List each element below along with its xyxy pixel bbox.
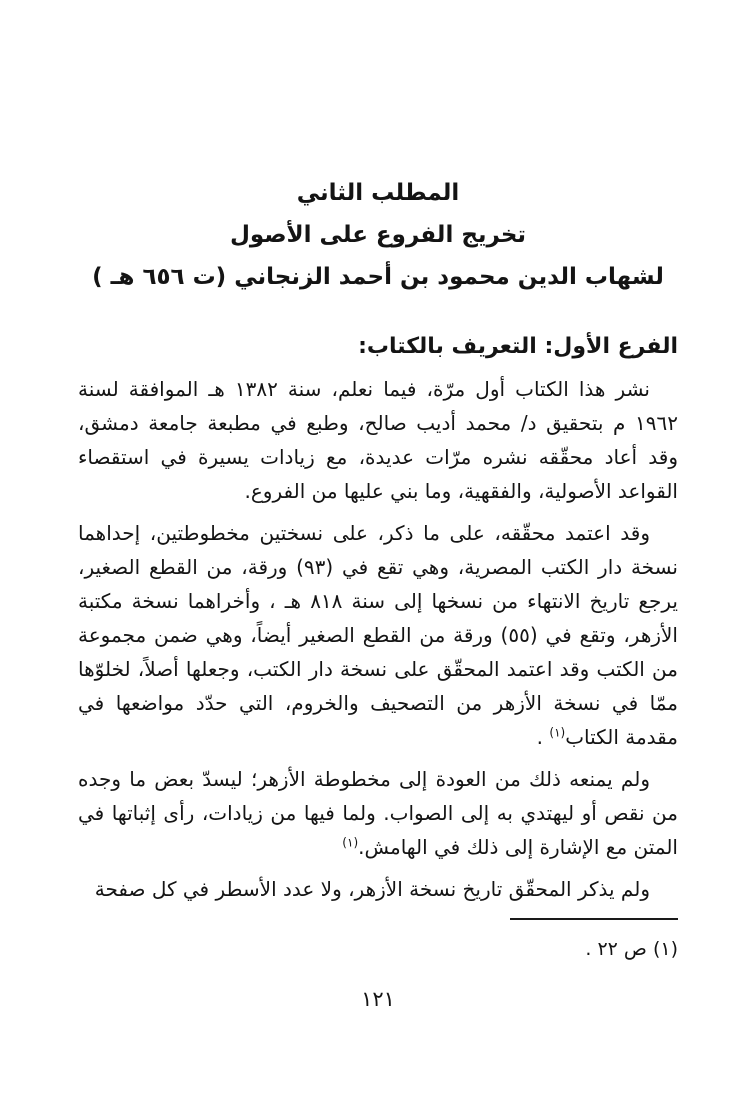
paragraph-text: ولم يمنعه ذلك من العودة إلى مخطوطة الأزهر؛ ليسدّ بعض ما وجده من نقص أو ليهتدي به إلى الصواب. ولما فيها من زيادات، رأى إثباتها في المتن مع الإشارة إلى ذلك في الهامش. <box>78 767 678 859</box>
footnote-marker: (١) <box>342 835 359 850</box>
paragraph <box>78 762 678 864</box>
paragraph-text: . <box>536 725 550 749</box>
chapter-title: المطلب الثاني <box>296 180 460 206</box>
paragraph-text: نشر هذا الكتاب أول مرّة، فيما نعلم، سنة ١٣٨٢ هـ الموافقة لسنة ١٩٦٢ م بتحقيق د/ محمد أديب صالح، وطبع في مطبعة جامعة دمشق، وقد أعاد محقّقه نشره مرّات عديدة، مع زيادات يسيرة في استقصاء القواعد الأصولية، والفقهية، وما بني عليها من الفروع. <box>78 377 678 503</box>
section-heading: الفرع الأول: التعريف بالكتاب: <box>358 334 678 359</box>
body-text <box>78 372 678 906</box>
book-title: تخريج الفروع على الأصول <box>229 222 527 248</box>
footnote-block <box>78 918 678 961</box>
paragraph <box>78 872 678 906</box>
paragraph <box>78 372 678 508</box>
chapter-heading <box>78 0 678 298</box>
paragraph-text: ولم يذكر المحقّق تاريخ نسخة الأزهر، ولا عدد الأسطر في كل صفحة <box>94 877 650 901</box>
paragraph-text: وقد اعتمد محقّقه، على ما ذكر، على نسختين مخطوطتين، إحداهما نسخة دار الكتب المصرية، وهي تقع في (٩٣) ورقة، من القطع الصغير، يرجع تاريخ الانتهاء من نسخها إلى سنة ٨١٨ هـ ، وأخراهما نسخة مكتبة الأزهر، وتقع في (٥٥) ورقة من القطع الصغير أيضاً، وهي ضمن مجموعة من الكتب وقد اعتمد المحقّق على نسخة دار الكتب، وجعلها أصلاً، لخلوّها ممّا في نسخة الأزهر من التصحيف والخروم، التي حدّد مواضعها في مقدمة الكتاب <box>78 521 678 749</box>
author-line: لشهاب الدين محمود بن أحمد الزنجاني (ت ٦٥٦ هـ ) <box>92 264 664 290</box>
footnote: (١) ص ٢٢ . <box>585 938 678 960</box>
paragraph <box>78 516 678 754</box>
footnote-separator <box>510 918 678 920</box>
page-number: ١٢١ <box>361 987 395 1011</box>
footnote-marker: (١) <box>549 725 566 740</box>
